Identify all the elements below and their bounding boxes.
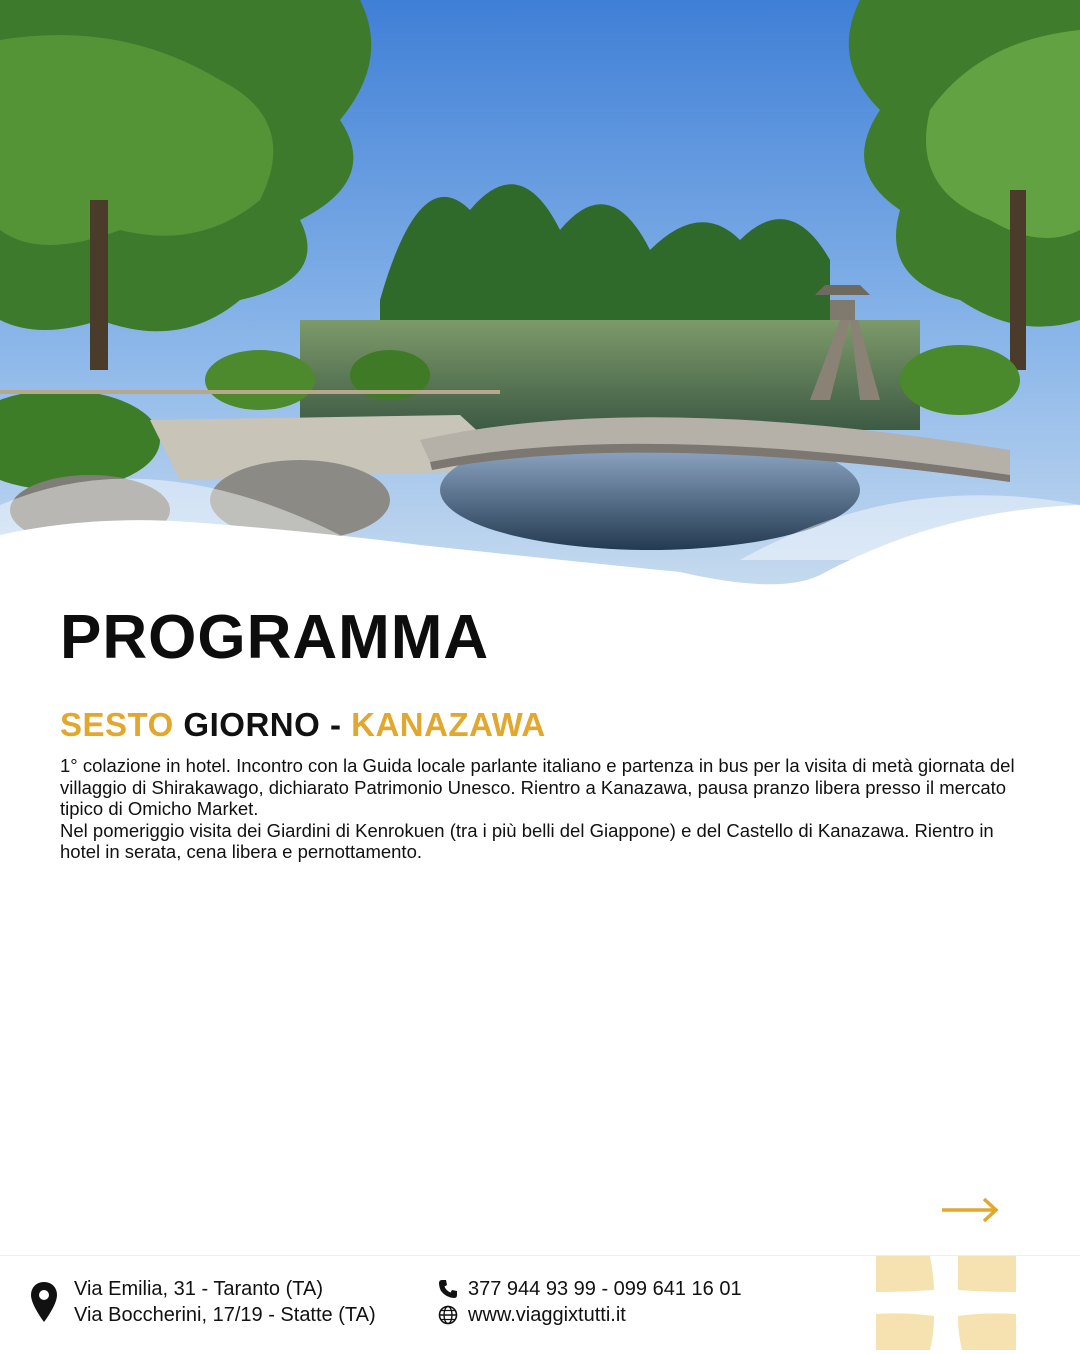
day-city: KANAZAWA bbox=[351, 706, 546, 743]
address-line: Via Emilia, 31 - Taranto (TA) bbox=[74, 1278, 323, 1300]
website-link[interactable]: www.viaggixtutti.it bbox=[468, 1304, 626, 1326]
phone-row[interactable] bbox=[438, 1276, 742, 1302]
phone-number[interactable]: 377 944 93 99 - 099 641 16 01 bbox=[468, 1278, 742, 1300]
location-pin-icon bbox=[30, 1280, 58, 1324]
address-line: Via Boccherini, 17/19 - Statte (TA) bbox=[74, 1304, 376, 1326]
day-heading bbox=[60, 706, 546, 744]
day-number: SESTO bbox=[60, 706, 174, 743]
contact-block bbox=[438, 1276, 742, 1328]
page-title: PROGRAMMA bbox=[60, 603, 490, 672]
globe-icon bbox=[438, 1305, 458, 1325]
brand-logo bbox=[876, 1256, 1016, 1350]
description-paragraph: 1° colazione in hotel. Incontro con la Guida locale parlante italiano e partenza in bus per la visita di metà giornata del villaggio di Shirakawago, dichiarato Patrimonio Unesco. Rientro a Kanazawa, pausa pranzo libera presso il mercato tipico di Omicho Market. bbox=[60, 755, 1015, 819]
hero-image bbox=[0, 0, 1080, 600]
phone-icon bbox=[438, 1279, 458, 1299]
description-paragraph: Nel pomeriggio visita dei Giardini di Kenrokuen (tra i più belli del Giappone) e del Castello di Kanazawa. Rientro in hotel in serata, cena libera e pernottamento. bbox=[60, 819, 994, 862]
arrow-right-icon[interactable] bbox=[940, 1192, 1000, 1228]
address-block bbox=[30, 1276, 376, 1328]
day-label: GIORNO - bbox=[173, 706, 352, 743]
day-description bbox=[60, 755, 1020, 863]
website-row[interactable] bbox=[438, 1302, 742, 1328]
